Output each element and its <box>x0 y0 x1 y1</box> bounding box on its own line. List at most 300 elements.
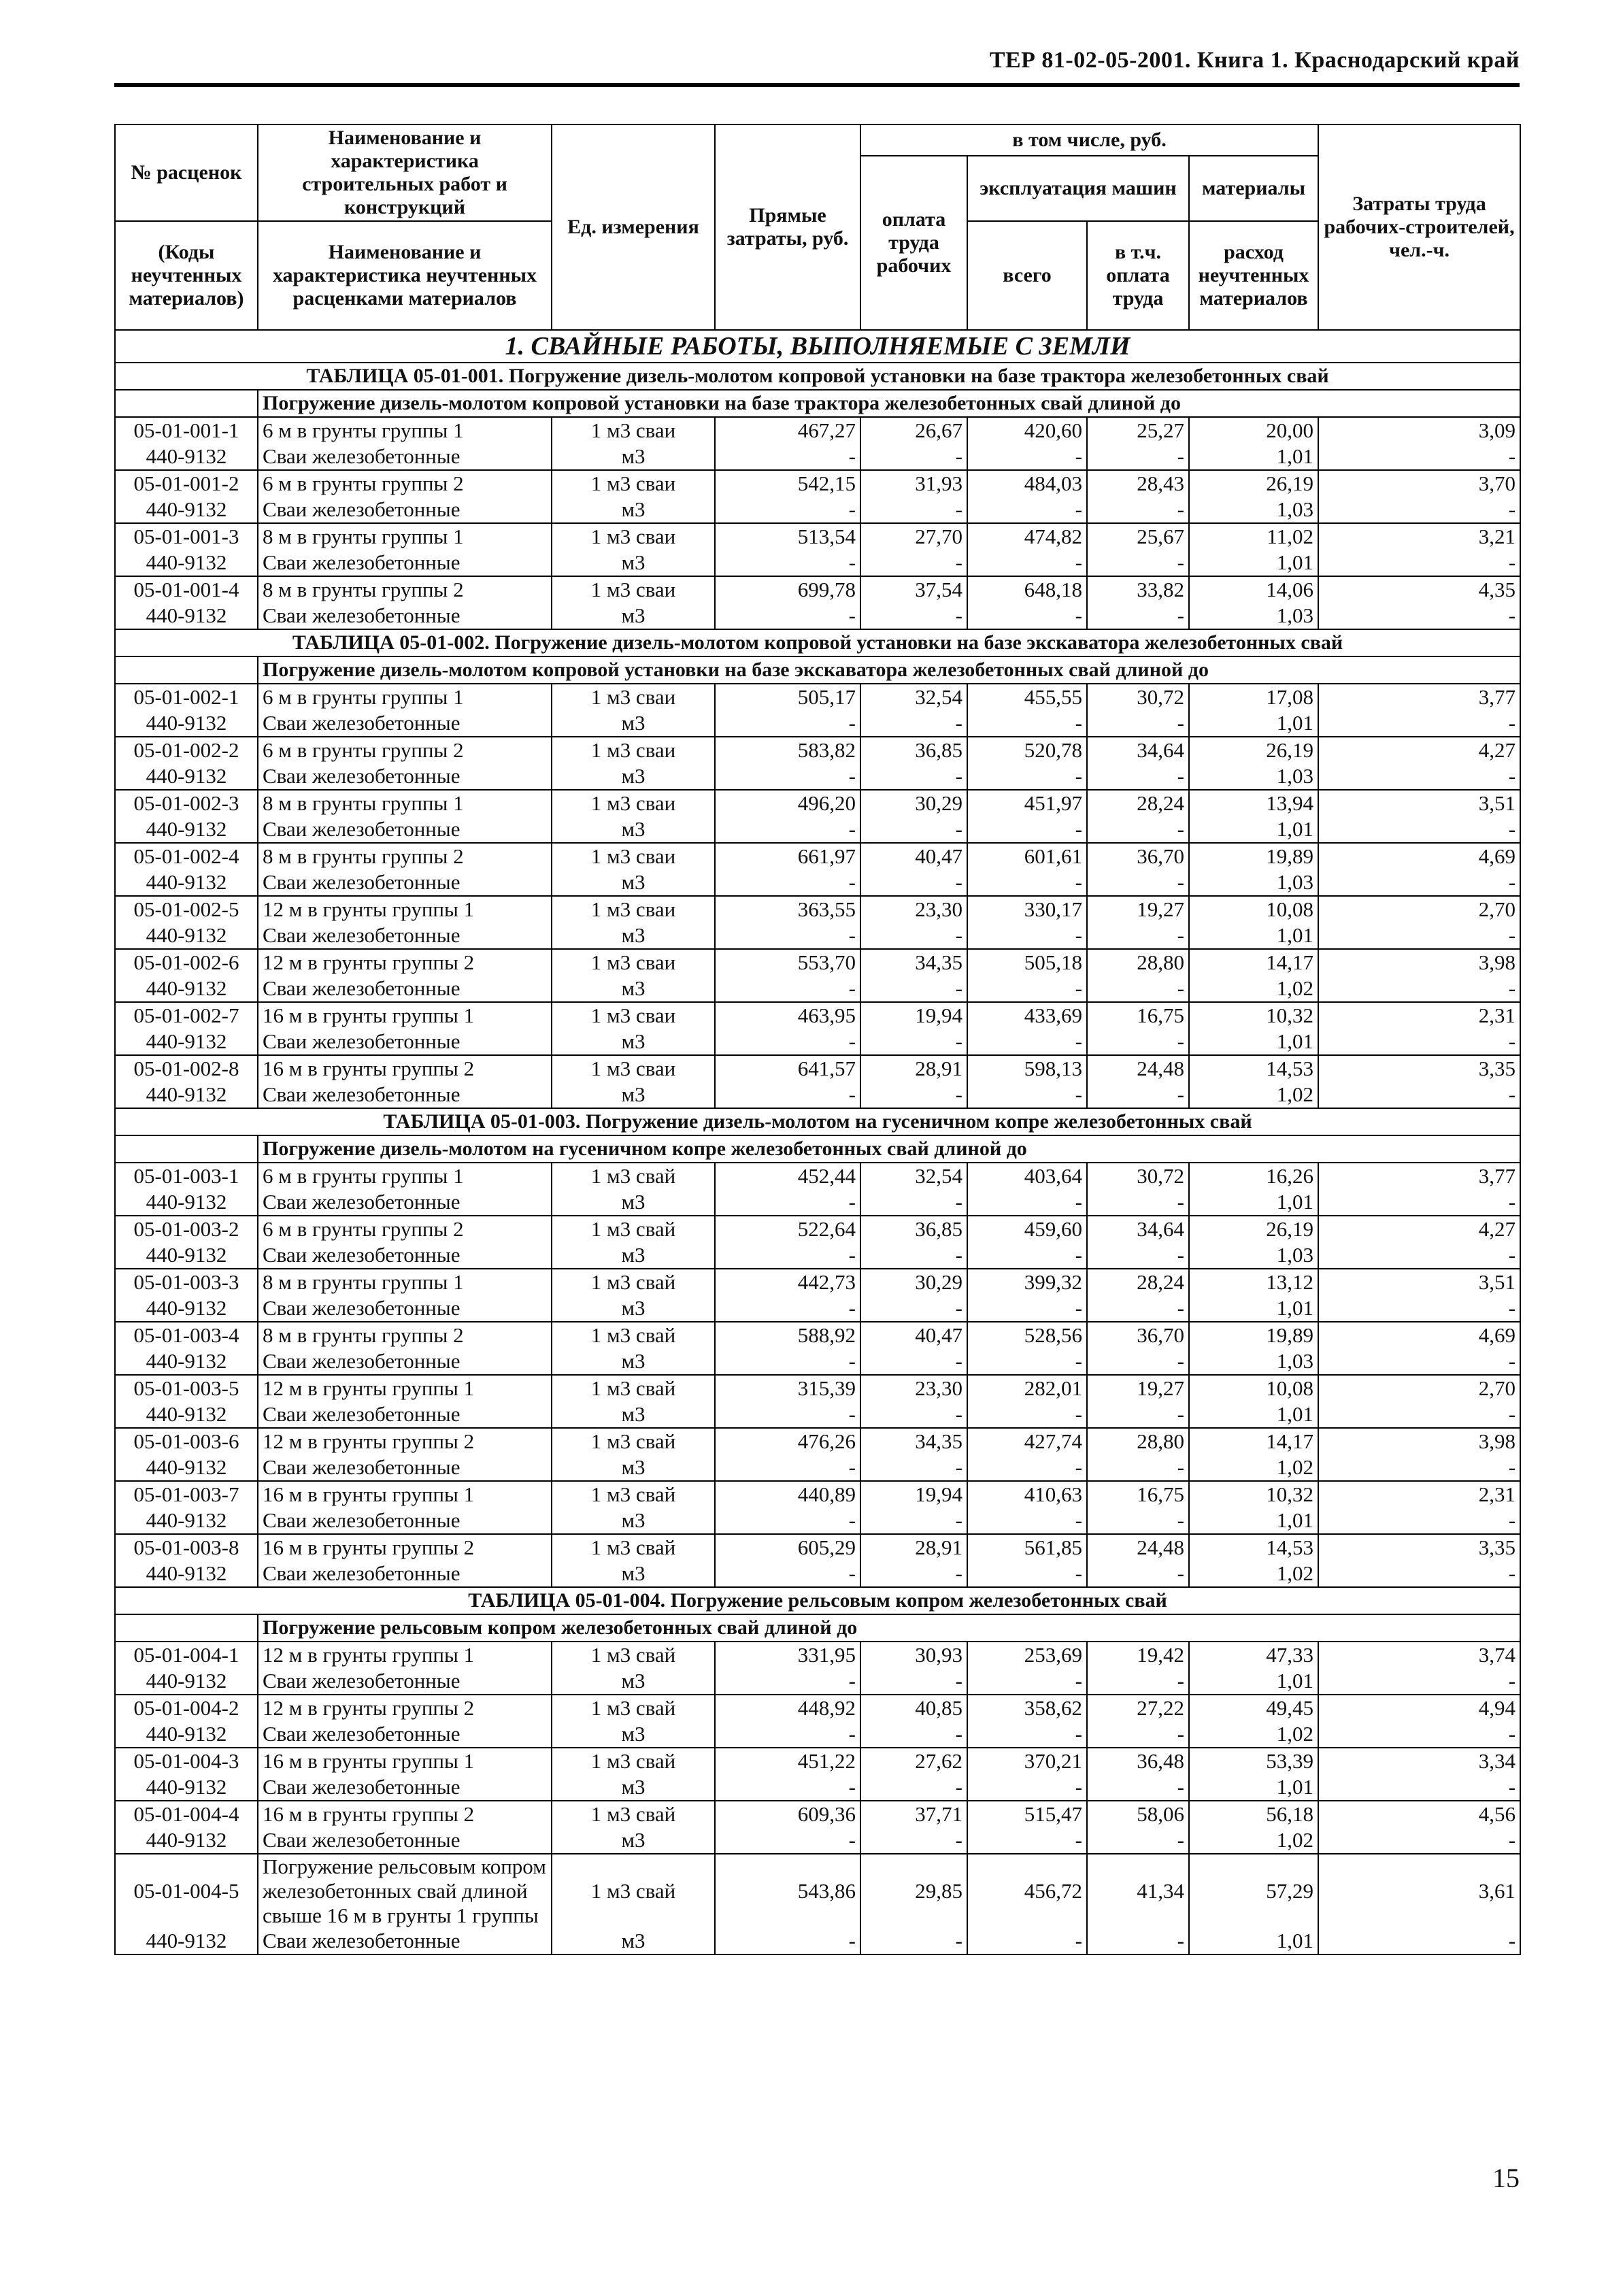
dash: - <box>1318 1508 1520 1534</box>
rate-row <box>115 1163 1520 1189</box>
materials-cost: 13,94 <box>1189 790 1318 816</box>
material-qty: 1,01 <box>1189 710 1318 737</box>
dash: - <box>1318 1454 1520 1481</box>
direct-cost: 583,82 <box>715 737 860 763</box>
material-name: Сваи железобетонные <box>258 1721 552 1748</box>
worker-pay: 19,94 <box>860 1002 967 1029</box>
material-code: 440-9132 <box>115 1189 258 1216</box>
material-unit: м3 <box>552 444 715 470</box>
dash: - <box>860 1827 967 1854</box>
labor-cost: 3,77 <box>1318 1163 1520 1189</box>
dash: - <box>967 1721 1087 1748</box>
machine-pay: 19,42 <box>1087 1642 1189 1668</box>
rate-row <box>115 417 1520 444</box>
direct-cost: 463,95 <box>715 1002 860 1029</box>
machine-cost: 420,60 <box>967 417 1087 444</box>
direct-cost: 699,78 <box>715 576 860 603</box>
document-header: ТЕР 81-02-05-2001. Книга 1. Краснодарский край <box>989 48 1520 73</box>
direct-cost: 440,89 <box>715 1481 860 1508</box>
dash: - <box>715 869 860 896</box>
rate-row <box>115 790 1520 816</box>
rate-code: 05-01-004-3 <box>115 1748 258 1774</box>
machine-cost: 520,78 <box>967 737 1087 763</box>
material-row <box>115 1189 1520 1216</box>
dash: - <box>860 816 967 843</box>
machine-cost: 403,64 <box>967 1163 1087 1189</box>
dash: - <box>1087 816 1189 843</box>
dash: - <box>715 1827 860 1854</box>
material-qty: 1,01 <box>1189 1029 1318 1055</box>
direct-cost: 451,22 <box>715 1748 860 1774</box>
dash: - <box>1318 1295 1520 1322</box>
material-qty: 1,03 <box>1189 1348 1318 1375</box>
material-name: Сваи железобетонные <box>258 922 552 949</box>
material-code: 440-9132 <box>115 1508 258 1534</box>
material-unit: м3 <box>552 1189 715 1216</box>
table-subtitle: Погружение дизель-молотом на гусеничном копре железобетонных свай длиной до <box>258 1135 1520 1163</box>
machine-pay: 16,75 <box>1087 1002 1189 1029</box>
rate-row <box>115 1375 1520 1401</box>
unit: 1 м3 сваи <box>552 470 715 497</box>
dash: - <box>1318 1668 1520 1695</box>
th-including: в том числе, руб. <box>860 124 1318 156</box>
direct-cost: 315,39 <box>715 1375 860 1401</box>
work-name: 16 м в грунты группы 2 <box>258 1055 552 1082</box>
machine-pay: 24,48 <box>1087 1534 1189 1561</box>
direct-cost: 543,86 <box>715 1854 860 1928</box>
material-qty: 1,02 <box>1189 1561 1318 1587</box>
rate-code: 05-01-001-1 <box>115 417 258 444</box>
labor-cost: 3,21 <box>1318 523 1520 550</box>
material-unit: м3 <box>552 1928 715 1954</box>
worker-pay: 40,85 <box>860 1695 967 1721</box>
dash: - <box>715 1401 860 1428</box>
th-unit: Ед. измерения <box>552 124 715 330</box>
dash: - <box>1087 1082 1189 1108</box>
material-qty: 1,01 <box>1189 550 1318 576</box>
rate-code: 05-01-003-4 <box>115 1322 258 1348</box>
dash: - <box>860 1928 967 1954</box>
dash: - <box>1087 1295 1189 1322</box>
work-name: 6 м в грунты группы 2 <box>258 1216 552 1242</box>
material-row <box>115 1242 1520 1269</box>
unit: 1 м3 сваи <box>552 576 715 603</box>
rates-table-container <box>114 124 1520 1955</box>
machine-cost: 427,74 <box>967 1428 1087 1454</box>
unit: 1 м3 свай <box>552 1534 715 1561</box>
rate-row <box>115 949 1520 976</box>
dash: - <box>1318 1242 1520 1269</box>
material-unit: м3 <box>552 976 715 1002</box>
dash: - <box>1087 1668 1189 1695</box>
dash: - <box>967 1401 1087 1428</box>
material-qty: 1,01 <box>1189 444 1318 470</box>
labor-cost: 3,98 <box>1318 1428 1520 1454</box>
materials-cost: 26,19 <box>1189 470 1318 497</box>
labor-cost: 2,31 <box>1318 1002 1520 1029</box>
material-qty: 1,03 <box>1189 869 1318 896</box>
material-name: Сваи железобетонные <box>258 497 552 523</box>
direct-cost: 641,57 <box>715 1055 860 1082</box>
machine-cost: 410,63 <box>967 1481 1087 1508</box>
rate-code: 05-01-004-2 <box>115 1695 258 1721</box>
dash: - <box>1087 550 1189 576</box>
unit: 1 м3 сваи <box>552 1055 715 1082</box>
th-labor: Затраты труда рабочих-строителей, чел.-ч. <box>1318 124 1520 330</box>
dash: - <box>967 763 1087 790</box>
th-name-materials: Наименование и характеристика неучтенных расценками материалов <box>258 221 552 330</box>
dash: - <box>715 1668 860 1695</box>
unit: 1 м3 свай <box>552 1216 715 1242</box>
materials-cost: 11,02 <box>1189 523 1318 550</box>
direct-cost: 331,95 <box>715 1642 860 1668</box>
materials-cost: 26,19 <box>1189 737 1318 763</box>
unit: 1 м3 сваи <box>552 1002 715 1029</box>
rate-code: 05-01-002-5 <box>115 896 258 922</box>
material-name: Сваи железобетонные <box>258 1401 552 1428</box>
machine-pay: 28,24 <box>1087 1269 1189 1295</box>
material-name: Сваи железобетонные <box>258 1029 552 1055</box>
dash: - <box>860 710 967 737</box>
labor-cost: 4,69 <box>1318 1322 1520 1348</box>
material-qty: 1,03 <box>1189 763 1318 790</box>
material-qty: 1,02 <box>1189 1721 1318 1748</box>
dash: - <box>1318 1029 1520 1055</box>
dash: - <box>1318 1082 1520 1108</box>
labor-cost: 4,27 <box>1318 737 1520 763</box>
material-row <box>115 497 1520 523</box>
rate-row <box>115 896 1520 922</box>
work-name: 16 м в грунты группы 1 <box>258 1748 552 1774</box>
unit: 1 м3 свай <box>552 1642 715 1668</box>
material-code: 440-9132 <box>115 1029 258 1055</box>
material-row <box>115 816 1520 843</box>
material-code: 440-9132 <box>115 1928 258 1954</box>
material-code: 440-9132 <box>115 1454 258 1481</box>
machine-cost: 282,01 <box>967 1375 1087 1401</box>
machine-cost: 330,17 <box>967 896 1087 922</box>
dash: - <box>715 1721 860 1748</box>
dash: - <box>967 976 1087 1002</box>
materials-cost: 53,39 <box>1189 1748 1318 1774</box>
machine-pay: 36,48 <box>1087 1748 1189 1774</box>
material-code: 440-9132 <box>115 922 258 949</box>
labor-cost: 3,09 <box>1318 417 1520 444</box>
material-name: Сваи железобетонные <box>258 603 552 629</box>
worker-pay: 37,54 <box>860 576 967 603</box>
rate-row <box>115 1748 1520 1774</box>
dash: - <box>715 1928 860 1954</box>
machine-pay: 33,82 <box>1087 576 1189 603</box>
machine-pay: 28,80 <box>1087 949 1189 976</box>
th-machines: эксплуатация машин <box>967 156 1189 221</box>
machine-cost: 515,47 <box>967 1801 1087 1827</box>
rate-row <box>115 470 1520 497</box>
dash: - <box>1087 1454 1189 1481</box>
dash: - <box>1087 922 1189 949</box>
material-code: 440-9132 <box>115 1721 258 1748</box>
machine-cost: 484,03 <box>967 470 1087 497</box>
dash: - <box>967 444 1087 470</box>
th-code-materials: (Коды неучтенных материалов) <box>115 221 258 330</box>
material-unit: м3 <box>552 550 715 576</box>
material-name: Сваи железобетонные <box>258 816 552 843</box>
dash: - <box>860 550 967 576</box>
th-machines-total: всего <box>967 221 1087 330</box>
dash: - <box>1318 710 1520 737</box>
materials-cost: 10,08 <box>1189 896 1318 922</box>
machine-cost: 528,56 <box>967 1322 1087 1348</box>
materials-cost: 10,32 <box>1189 1002 1318 1029</box>
material-qty: 1,03 <box>1189 603 1318 629</box>
unit: 1 м3 сваи <box>552 684 715 710</box>
material-name: Сваи железобетонные <box>258 1508 552 1534</box>
labor-cost: 3,34 <box>1318 1748 1520 1774</box>
material-qty: 1,01 <box>1189 1928 1318 1954</box>
material-row <box>115 869 1520 896</box>
material-row <box>115 603 1520 629</box>
materials-cost: 56,18 <box>1189 1801 1318 1827</box>
dash: - <box>1318 1189 1520 1216</box>
worker-pay: 29,85 <box>860 1854 967 1928</box>
dash: - <box>967 869 1087 896</box>
material-row <box>115 1029 1520 1055</box>
material-unit: м3 <box>552 1029 715 1055</box>
material-unit: м3 <box>552 1082 715 1108</box>
rate-code: 05-01-002-6 <box>115 949 258 976</box>
page-number: 15 <box>1492 2163 1520 2193</box>
materials-cost: 13,12 <box>1189 1269 1318 1295</box>
worker-pay: 30,93 <box>860 1642 967 1668</box>
worker-pay: 26,67 <box>860 417 967 444</box>
material-qty: 1,01 <box>1189 816 1318 843</box>
dash: - <box>1318 550 1520 576</box>
materials-cost: 17,08 <box>1189 684 1318 710</box>
rate-row <box>115 1216 1520 1242</box>
dash: - <box>967 1242 1087 1269</box>
th-name: Наименование и характеристика строительных работ и конструкций <box>258 124 552 221</box>
direct-cost: 605,29 <box>715 1534 860 1561</box>
material-name: Сваи железобетонные <box>258 763 552 790</box>
dash: - <box>1318 1928 1520 1954</box>
material-row <box>115 976 1520 1002</box>
table-subtitle: Погружение рельсовым копром железобетонных свай длиной до <box>258 1614 1520 1642</box>
rate-row <box>115 1695 1520 1721</box>
dash: - <box>967 1189 1087 1216</box>
worker-pay: 40,47 <box>860 843 967 869</box>
dash: - <box>715 1242 860 1269</box>
material-unit: м3 <box>552 710 715 737</box>
dash: - <box>967 1774 1087 1801</box>
dash: - <box>715 1189 860 1216</box>
machine-pay: 58,06 <box>1087 1801 1189 1827</box>
work-name: 16 м в грунты группы 2 <box>258 1801 552 1827</box>
direct-cost: 452,44 <box>715 1163 860 1189</box>
material-qty: 1,03 <box>1189 497 1318 523</box>
material-row <box>115 1561 1520 1587</box>
material-unit: м3 <box>552 1721 715 1748</box>
direct-cost: 513,54 <box>715 523 860 550</box>
dash: - <box>967 1295 1087 1322</box>
material-qty: 1,01 <box>1189 1668 1318 1695</box>
th-machines-pay: в т.ч. оплата труда <box>1087 221 1189 330</box>
labor-cost: 3,74 <box>1318 1642 1520 1668</box>
material-row <box>115 1827 1520 1854</box>
dash: - <box>715 550 860 576</box>
unit: 1 м3 свай <box>552 1481 715 1508</box>
materials-cost: 19,89 <box>1189 1322 1318 1348</box>
rate-row <box>115 1055 1520 1082</box>
dash: - <box>860 869 967 896</box>
machine-cost: 253,69 <box>967 1642 1087 1668</box>
machine-cost: 474,82 <box>967 523 1087 550</box>
dash: - <box>1087 976 1189 1002</box>
dash: - <box>860 497 967 523</box>
dash: - <box>860 1721 967 1748</box>
material-code: 440-9132 <box>115 603 258 629</box>
dash: - <box>715 1295 860 1322</box>
machine-cost: 399,32 <box>967 1269 1087 1295</box>
rate-code: 05-01-003-8 <box>115 1534 258 1561</box>
worker-pay: 19,94 <box>860 1481 967 1508</box>
table-title: ТАБЛИЦА 05-01-004. Погружение рельсовым копром железобетонных свай <box>115 1587 1520 1614</box>
work-name: 16 м в грунты группы 1 <box>258 1481 552 1508</box>
dash: - <box>1087 763 1189 790</box>
rate-code: 05-01-002-8 <box>115 1055 258 1082</box>
dash: - <box>1318 603 1520 629</box>
rate-row <box>115 737 1520 763</box>
material-row <box>115 1082 1520 1108</box>
th-materials: материалы <box>1189 156 1318 221</box>
dash: - <box>1087 710 1189 737</box>
material-qty: 1,02 <box>1189 1454 1318 1481</box>
dash: - <box>715 603 860 629</box>
materials-cost: 26,19 <box>1189 1216 1318 1242</box>
labor-cost: 3,51 <box>1318 790 1520 816</box>
material-name: Сваи железобетонные <box>258 1668 552 1695</box>
dash: - <box>1087 1242 1189 1269</box>
labor-cost: 4,27 <box>1318 1216 1520 1242</box>
work-name: 6 м в грунты группы 1 <box>258 1163 552 1189</box>
machine-cost: 601,61 <box>967 843 1087 869</box>
material-qty: 1,02 <box>1189 976 1318 1002</box>
dash: - <box>1318 1401 1520 1428</box>
rate-code: 05-01-003-6 <box>115 1428 258 1454</box>
material-name: Сваи железобетонные <box>258 1348 552 1375</box>
unit: 1 м3 сваи <box>552 523 715 550</box>
worker-pay: 32,54 <box>860 684 967 710</box>
work-name: 12 м в грунты группы 2 <box>258 1428 552 1454</box>
material-row <box>115 1721 1520 1748</box>
rate-code: 05-01-002-3 <box>115 790 258 816</box>
unit: 1 м3 свай <box>552 1322 715 1348</box>
material-row <box>115 1668 1520 1695</box>
machine-pay: 16,75 <box>1087 1481 1189 1508</box>
rate-row <box>115 1481 1520 1508</box>
dash: - <box>860 976 967 1002</box>
machine-cost: 433,69 <box>967 1002 1087 1029</box>
material-row <box>115 1295 1520 1322</box>
machine-pay: 28,43 <box>1087 470 1189 497</box>
dash: - <box>860 1774 967 1801</box>
dash: - <box>715 1561 860 1587</box>
dash: - <box>967 922 1087 949</box>
subtitle-spacer <box>115 656 258 684</box>
material-unit: м3 <box>552 763 715 790</box>
work-name: 12 м в грунты группы 2 <box>258 1695 552 1721</box>
labor-cost: 4,35 <box>1318 576 1520 603</box>
dash: - <box>1087 1561 1189 1587</box>
direct-cost: 522,64 <box>715 1216 860 1242</box>
dash: - <box>860 444 967 470</box>
material-unit: м3 <box>552 1508 715 1534</box>
unit: 1 м3 свай <box>552 1269 715 1295</box>
dash: - <box>1318 1561 1520 1587</box>
table-title: ТАБЛИЦА 05-01-003. Погружение дизель-молотом на гусеничном копре железобетонных свай <box>115 1108 1520 1135</box>
unit: 1 м3 сваи <box>552 790 715 816</box>
unit: 1 м3 свай <box>552 1428 715 1454</box>
work-name: 8 м в грунты группы 1 <box>258 1269 552 1295</box>
dash: - <box>967 1827 1087 1854</box>
machine-pay: 30,72 <box>1087 684 1189 710</box>
rate-code: 05-01-003-3 <box>115 1269 258 1295</box>
dash: - <box>1318 1827 1520 1854</box>
material-row <box>115 1508 1520 1534</box>
dash: - <box>967 1348 1087 1375</box>
worker-pay: 31,93 <box>860 470 967 497</box>
work-name: 6 м в грунты группы 2 <box>258 737 552 763</box>
material-unit: м3 <box>552 1295 715 1322</box>
rate-code: 05-01-003-7 <box>115 1481 258 1508</box>
dash: - <box>1087 1508 1189 1534</box>
dash: - <box>1318 763 1520 790</box>
rate-code: 05-01-002-7 <box>115 1002 258 1029</box>
unit: 1 м3 сваи <box>552 949 715 976</box>
rate-code: 05-01-001-4 <box>115 576 258 603</box>
material-unit: м3 <box>552 1827 715 1854</box>
dash: - <box>715 1508 860 1534</box>
direct-cost: 588,92 <box>715 1322 860 1348</box>
material-name: Сваи железобетонные <box>258 1774 552 1801</box>
unit: 1 м3 сваи <box>552 737 715 763</box>
labor-cost: 4,94 <box>1318 1695 1520 1721</box>
dash: - <box>715 1454 860 1481</box>
material-unit: м3 <box>552 1774 715 1801</box>
direct-cost: 661,97 <box>715 843 860 869</box>
worker-pay: 32,54 <box>860 1163 967 1189</box>
dash: - <box>967 603 1087 629</box>
labor-cost: 3,61 <box>1318 1854 1520 1928</box>
unit: 1 м3 свай <box>552 1748 715 1774</box>
worker-pay: 27,70 <box>860 523 967 550</box>
material-code: 440-9132 <box>115 497 258 523</box>
material-name: Сваи железобетонные <box>258 1295 552 1322</box>
material-unit: м3 <box>552 1668 715 1695</box>
material-code: 440-9132 <box>115 444 258 470</box>
material-qty: 1,02 <box>1189 1827 1318 1854</box>
machine-pay: 36,70 <box>1087 843 1189 869</box>
dash: - <box>860 922 967 949</box>
rate-row <box>115 1322 1520 1348</box>
dash: - <box>1087 1928 1189 1954</box>
material-unit: м3 <box>552 869 715 896</box>
dash: - <box>1087 1774 1189 1801</box>
material-unit: м3 <box>552 1348 715 1375</box>
material-qty: 1,01 <box>1189 1189 1318 1216</box>
material-row <box>115 444 1520 470</box>
rate-row <box>115 1428 1520 1454</box>
material-name: Сваи железобетонные <box>258 550 552 576</box>
